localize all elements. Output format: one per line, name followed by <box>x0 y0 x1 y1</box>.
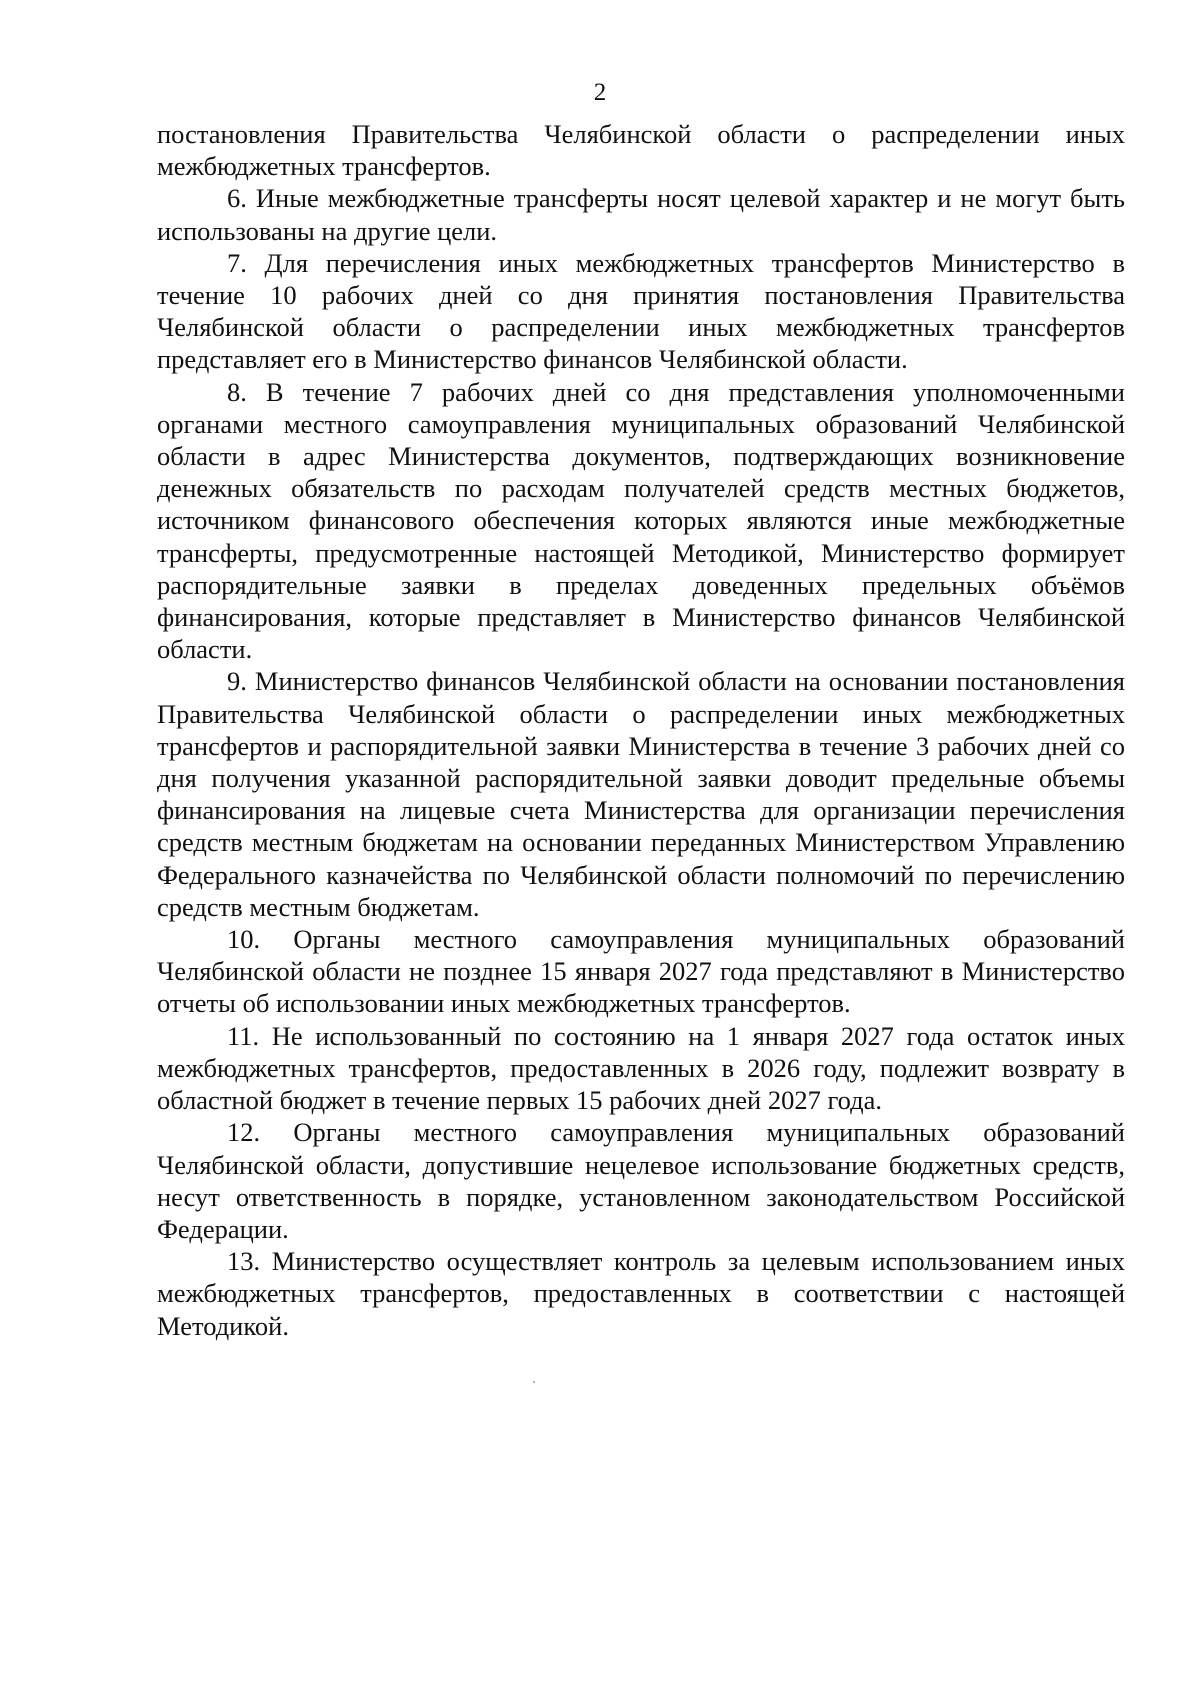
paragraph-10: 10. Органы местного самоуправления муниципальных образований Челябинской области не позднее 15 января 2027 года представляют в Министерство отчеты об использовании иных межбюджетных трансфертов. <box>157 924 1125 1019</box>
page-number: 2 <box>593 79 607 106</box>
paragraph-11: 11. Не использованный по состоянию на 1 января 2027 года остаток иных межбюджетных трансфертов, предоставленных в 2026 году, подлежит возврату в областной бюджет в течение первых 15 рабочих дней 2027 года. <box>157 1020 1125 1116</box>
document-body <box>157 118 1125 1342</box>
scan-speck <box>533 1381 535 1383</box>
paragraph-12: 12. Органы местного самоуправления муниципальных образований Челябинской области, допустившие нецелевое использование бюджетных средств, несут ответственность в порядке, установленном законодательством Российской Федерации. <box>157 1117 1125 1244</box>
paragraph-13: 13. Министерство осуществляет контроль за целевым использованием иных межбюджетных трансфертов, предоставленных в соответствии с настоящей Методикой. <box>157 1246 1125 1341</box>
paragraph-8: 8. В течение 7 рабочих дней со дня представления уполномоченными органами местного самоуправления муниципальных образований Челябинской области в адрес Министерства документов, подтверждающих возникновение денежных обязательств по расходам получателей средств местных бюджетов, источником финансового обеспечения которых являются иные межбюджетные трансферты, предусмотренные настоящей Методикой, Министерство формирует распорядительные заявки в пределах доведенных предельных объёмов финансирования, которые представляет в Министерство финансов Челябинской области. <box>157 376 1125 665</box>
paragraph-continuation: постановления Правительства Челябинской области о распределении иных межбюджетных трансфертов. <box>157 119 1125 182</box>
paragraph-9: 9. Министерство финансов Челябинской области на основании постановления Правительства Челябинской области о распределении иных межбюджетных трансфертов и распорядительной заявки Министерства в течение 3 рабочих дней со дня получения указанной распорядительной заявки доводит предельные объемы финансирования на лицевые счета Министерства для организации перечисления средств местным бюджетам на основании переданных Министерством Управлению Федерального казначейства по Челябинской области полномочий по перечислению средств местным бюджетам. <box>157 666 1125 922</box>
paragraph-6: 6. Иные межбюджетные трансферты носят целевой характер и не могут быть использованы на другие цели. <box>157 183 1125 246</box>
paragraph-7: 7. Для перечисления иных межбюджетных трансфертов Министерство в течение 10 рабочих дней со дня принятия постановления Правительства Челябинской области о распределении иных межбюджетных трансфертов представляет его в Министерство финансов Челябинской области. <box>157 247 1125 375</box>
